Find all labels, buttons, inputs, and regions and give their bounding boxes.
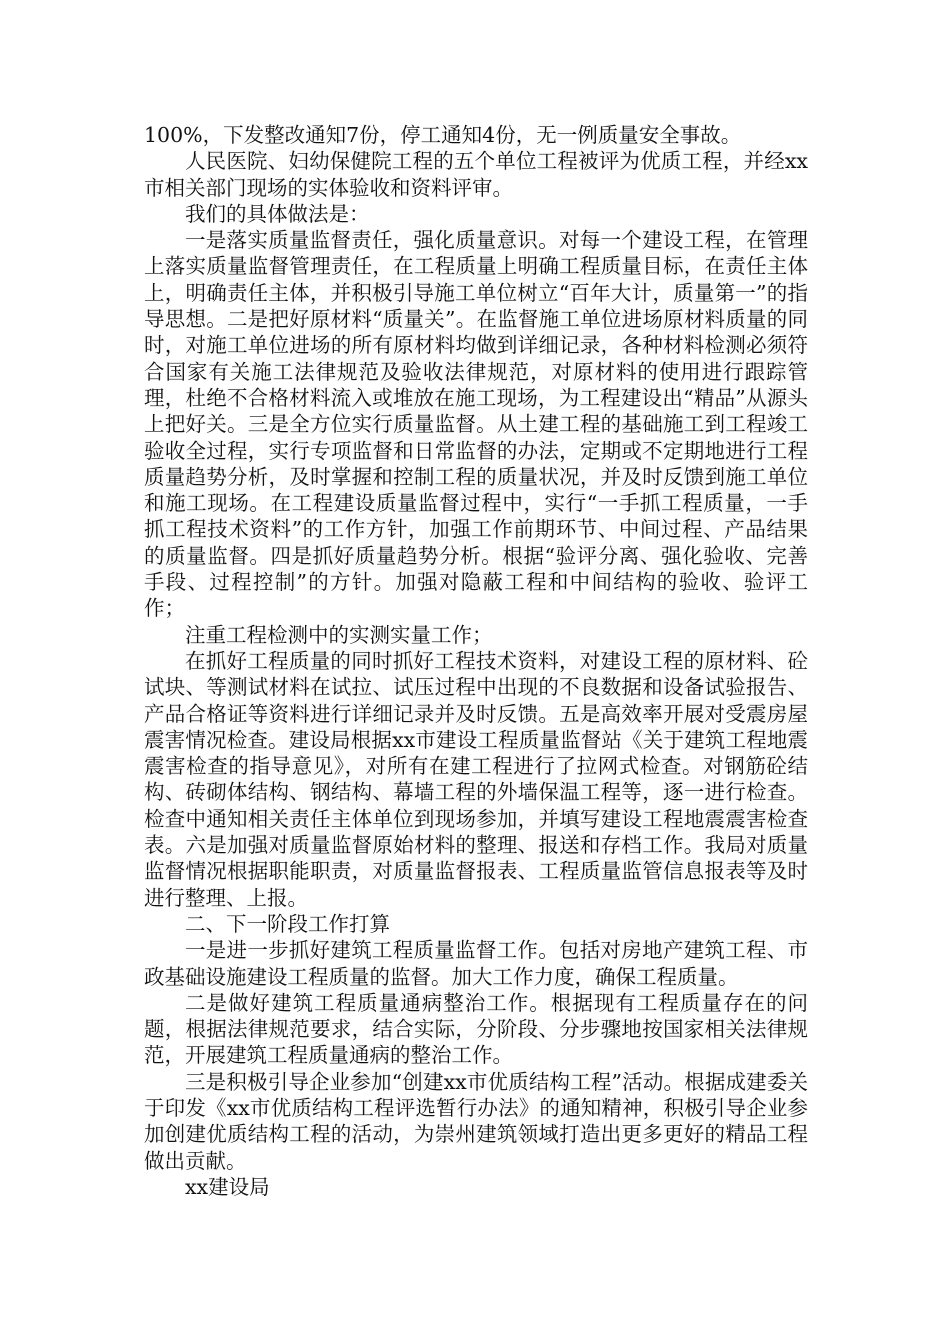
paragraph-1: 100%，下发整改通知7份，停工通知4份，无一例质量安全事故。 bbox=[144, 123, 742, 147]
section-heading: 二、下一阶段工作打算 bbox=[185, 911, 390, 936]
document-body bbox=[144, 122, 808, 1200]
paragraph-8: 二是做好建筑工程质量通病整治工作。根据现有工程质量存在的问题，根据法律规范要求，结合实际，分阶段、分步骤地按国家相关法律规范，开展建筑工程质量通病的整治工作。 bbox=[144, 990, 808, 1068]
paragraph-6: 在抓好工程质量的同时抓好工程技术资料，对建设工程的原材料、砼试块、等测试材料在试拉、试压过程中出现的不良数据和设备试验报告、产品合格证等资料进行详细记录并及时反馈。五是高效率开展对受震房屋震害情况检查。建设局根据xx市建设工程质量监督站《关于建筑工程地震震害检查的指导意见》，对所有在建工程进行了拉网式检查。对钢筋砼结构、砖砌体结构、钢结构、幕墙工程的外墙保温工程等，逐一进行检查。检查中通知相关责任主体单位到现场参加，并填写建设工程地震震害检查表。六是加强对质量监督原始材料的整理、报送和存档工作。我局对质量监督情况根据职能职责，对质量监督报表、工程质量监管信息报表等及时进行整理、上报。 bbox=[144, 648, 808, 910]
signature: xx建设局 bbox=[185, 1174, 270, 1199]
paragraph-9: 三是积极引导企业参加“创建xx市优质结构工程”活动。根据成建委关于印发《xx市优质结构工程评选暂行办法》的通知精神，积极引导企业参加创建优质结构工程的活动，为崇州建筑领域打造出更多更好的精品工程做出贡献。 bbox=[144, 1069, 808, 1173]
paragraph-3: 我们的具体做法是： bbox=[185, 201, 370, 226]
paragraph-4: 一是落实质量监督责任，强化质量意识。对每一个建设工程，在管理上落实质量监督管理责任，在工程质量上明确工程质量目标，在责任主体上，明确责任主体，并积极引导施工单位树立“百年大计，质量第一”的指导思想。二是把好原材料“质量关”。在监督施工单位进场原材料质量的同时，对施工单位进场的所有原材料均做到详细记录，各种材料检测必须符合国家有关施工法律规范及验收法律规范，对原材料的使用进行跟踪管理，杜绝不合格材料流入或堆放在施工现场，为工程建设出“精品”从源头上把好关。三是全方位实行质量监督。从土建工程的基础施工到工程竣工验收全过程，实行专项监督和日常监督的办法，定期或不定期地进行工程质量趋势分析，及时掌握和控制工程的质量状况，并及时反馈到施工单位和施工现场。在工程建设质量监督过程中，实行“一手抓工程质量，一手抓工程技术资料”的工作方针，加强工作前期环节、中间过程、产品结果的质量监督。四是抓好质量趋势分析。根据“验评分离、强化验收、完善手段、过程控制”的方针。加强对隐蔽工程和中间结构的验收、验评工作； bbox=[144, 228, 808, 621]
paragraph-7: 一是进一步抓好建筑工程质量监督工作。包括对房地产建筑工程、市政基础设施建设工程质量的监督。加大工作力度，确保工程质量。 bbox=[144, 938, 808, 989]
paragraph-2: 人民医院、妇幼保健院工程的五个单位工程被评为优质工程，并经xx市相关部门现场的实体验收和资料评审。 bbox=[144, 149, 808, 200]
paragraph-5: 注重工程检测中的实测实量工作； bbox=[185, 622, 493, 647]
